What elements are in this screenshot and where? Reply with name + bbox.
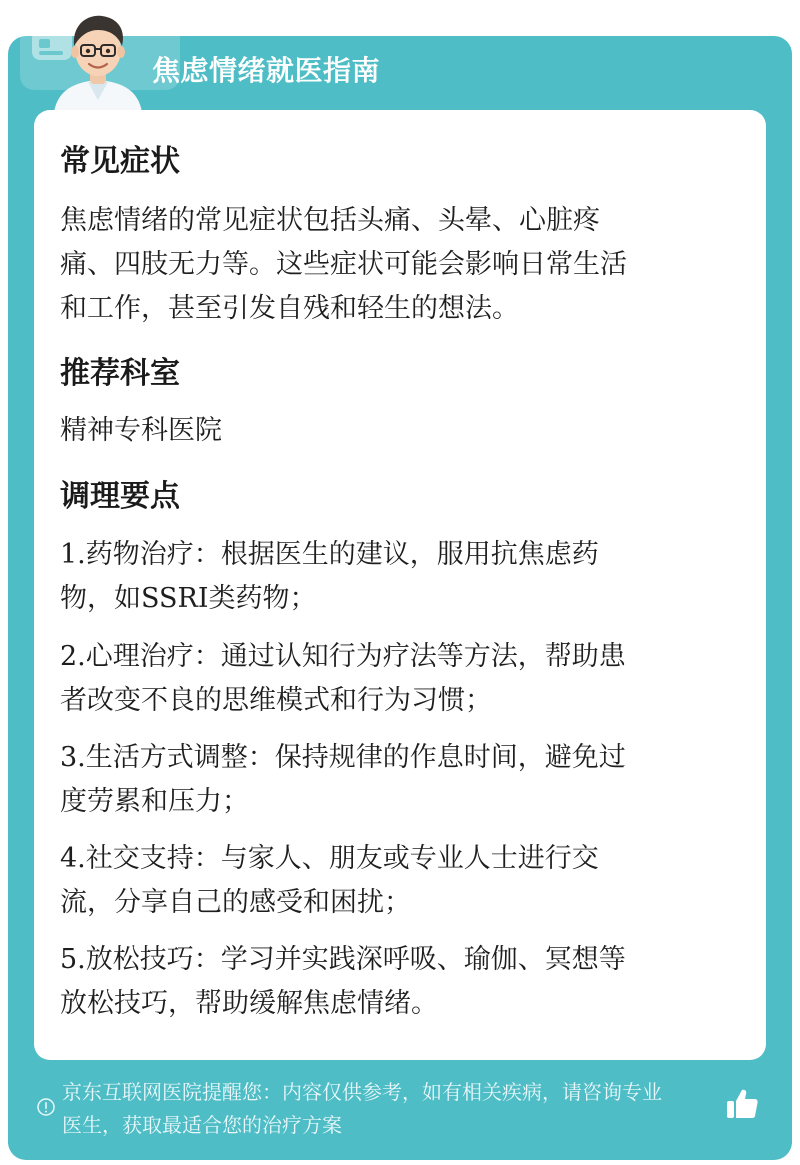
care-item-text: 流，分享自己的感受和困扰； (60, 887, 411, 918)
content-card (34, 110, 766, 1060)
care-item-2 (60, 635, 730, 723)
section-heading-department: 推荐科室 (60, 356, 180, 391)
symptoms-line-3: 和工作，甚至引发自残和轻生的想法。 (60, 293, 519, 324)
care-item-text: 类药物； (208, 583, 317, 614)
care-item-number: 1. (60, 539, 86, 570)
symptoms-line-2: 痛、四肢无力等。这些症状可能会影响日常生活 (60, 249, 627, 280)
care-item-text: 放松技巧，帮助缓解焦虑情绪。 (60, 988, 438, 1019)
care-item-1 (60, 533, 730, 621)
care-item-text: 物，如 (60, 583, 141, 614)
section-heading-symptoms: 常见症状 (60, 144, 180, 179)
care-item-text: 者改变不良的思维模式和行为习惯； (60, 685, 492, 716)
doctor-avatar (48, 8, 148, 112)
care-item-text: 心理治疗：通过认知行为疗法等方法，帮助患 (85, 641, 626, 672)
care-item-text: 生活方式调整：保持规律的作息时间，避免过 (85, 742, 626, 773)
care-item-3 (60, 736, 730, 824)
footer-line-1: 京东互联网医院提醒您：内容仅供参考，如有相关疾病，请咨询专业 (62, 1080, 662, 1104)
footer-disclaimer (62, 1076, 726, 1142)
care-item-number: 5. (60, 944, 86, 975)
care-item-latin: SSRI (141, 583, 209, 614)
thumbs-up-icon[interactable] (724, 1086, 760, 1122)
care-item-number: 3. (60, 742, 86, 773)
symptoms-line-1: 焦虑情绪的常见症状包括头痛、头晕、心脏疼 (60, 205, 600, 236)
care-item-text: 度劳累和压力； (60, 786, 249, 817)
care-item-5 (60, 938, 730, 1026)
care-item-text: 药物治疗：根据医生的建议，服用抗焦虑药 (85, 539, 599, 570)
care-item-text: 放松技巧：学习并实践深呼吸、瑜伽、冥想等 (85, 944, 626, 975)
care-item-number: 2. (60, 641, 86, 672)
care-item-4 (60, 837, 730, 925)
info-circle-icon (36, 1097, 56, 1117)
department-text: 精神专科医院 (60, 415, 222, 446)
care-item-text: 社交支持：与家人、朋友或专业人士进行交 (85, 843, 599, 874)
symptoms-text (60, 199, 730, 331)
care-item-number: 4. (60, 843, 86, 874)
footer-line-2: 医生，获取最适合您的治疗方案 (62, 1113, 342, 1137)
section-heading-care: 调理要点 (60, 479, 180, 514)
page-title: 焦虑情绪就医指南 (152, 54, 381, 87)
